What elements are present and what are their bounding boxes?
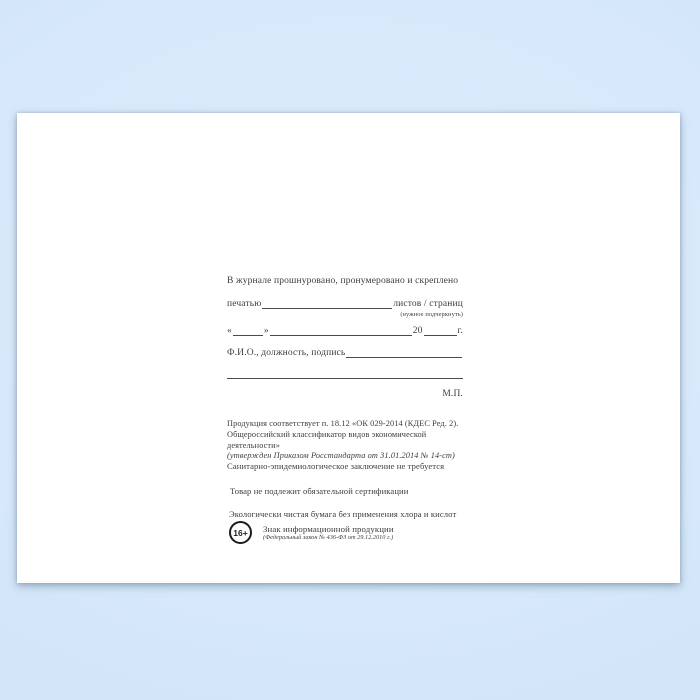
age-badge-text bbox=[263, 524, 394, 542]
compliance-line-1: Продукция соответствует п. 18.12 «ОК 029-2014 (КДЕС Ред. 2). bbox=[227, 419, 459, 428]
year-blank-line bbox=[424, 334, 457, 336]
seal-row-suffix: листов / страниц bbox=[393, 299, 463, 309]
date-open-quote: « bbox=[227, 326, 232, 336]
date-close-quote: » bbox=[263, 326, 269, 336]
year-prefix: 20 bbox=[412, 326, 423, 336]
journal-back-page bbox=[17, 113, 680, 583]
signature-row bbox=[227, 348, 463, 359]
age-rating-block bbox=[227, 521, 463, 544]
stitch-statement: В журнале прошнуровано, пронумеровано и скреплено bbox=[227, 276, 459, 286]
compliance-line-3: (утвержден Приказом Росстандарта от 31.01.2014 № 14-ст) bbox=[227, 451, 455, 461]
statement-eco-paper: Экологически чистая бумага без применения хлора и кислот bbox=[229, 509, 457, 519]
info-product-title: Знак информационной продукции bbox=[263, 523, 394, 534]
statement-sanitary: Санитарно-эпидемиологическое заключение не требуется bbox=[227, 461, 445, 471]
compliance-line-2: Общероссийский классификатор видов экономической деятельности» bbox=[227, 429, 427, 450]
underline-note: (нужное подчеркнуть) bbox=[400, 311, 463, 318]
signature-label: Ф.И.О., должность, подпись bbox=[227, 348, 346, 358]
month-blank-line bbox=[270, 334, 412, 336]
page-text-column bbox=[227, 113, 463, 583]
stamp-place-abbr: М.П. bbox=[442, 389, 463, 399]
seal-row-prefix: печатью bbox=[227, 299, 262, 309]
law-note: (Федеральный закон № 436-ФЗ от 29.12.2010 г.) bbox=[263, 534, 394, 542]
age-16plus-icon: 16+ bbox=[229, 521, 252, 544]
statement-certification: Товар не подлежит обязательной сертификации bbox=[230, 486, 409, 496]
year-suffix: г. bbox=[457, 326, 463, 336]
compliance-paragraph bbox=[227, 419, 463, 462]
day-blank-line bbox=[233, 334, 263, 336]
date-row bbox=[227, 326, 463, 337]
signature-blank-line bbox=[346, 356, 462, 358]
signature-continuation-line bbox=[227, 378, 463, 379]
sheets-count-blank-line bbox=[262, 307, 392, 309]
seal-row bbox=[227, 299, 463, 310]
